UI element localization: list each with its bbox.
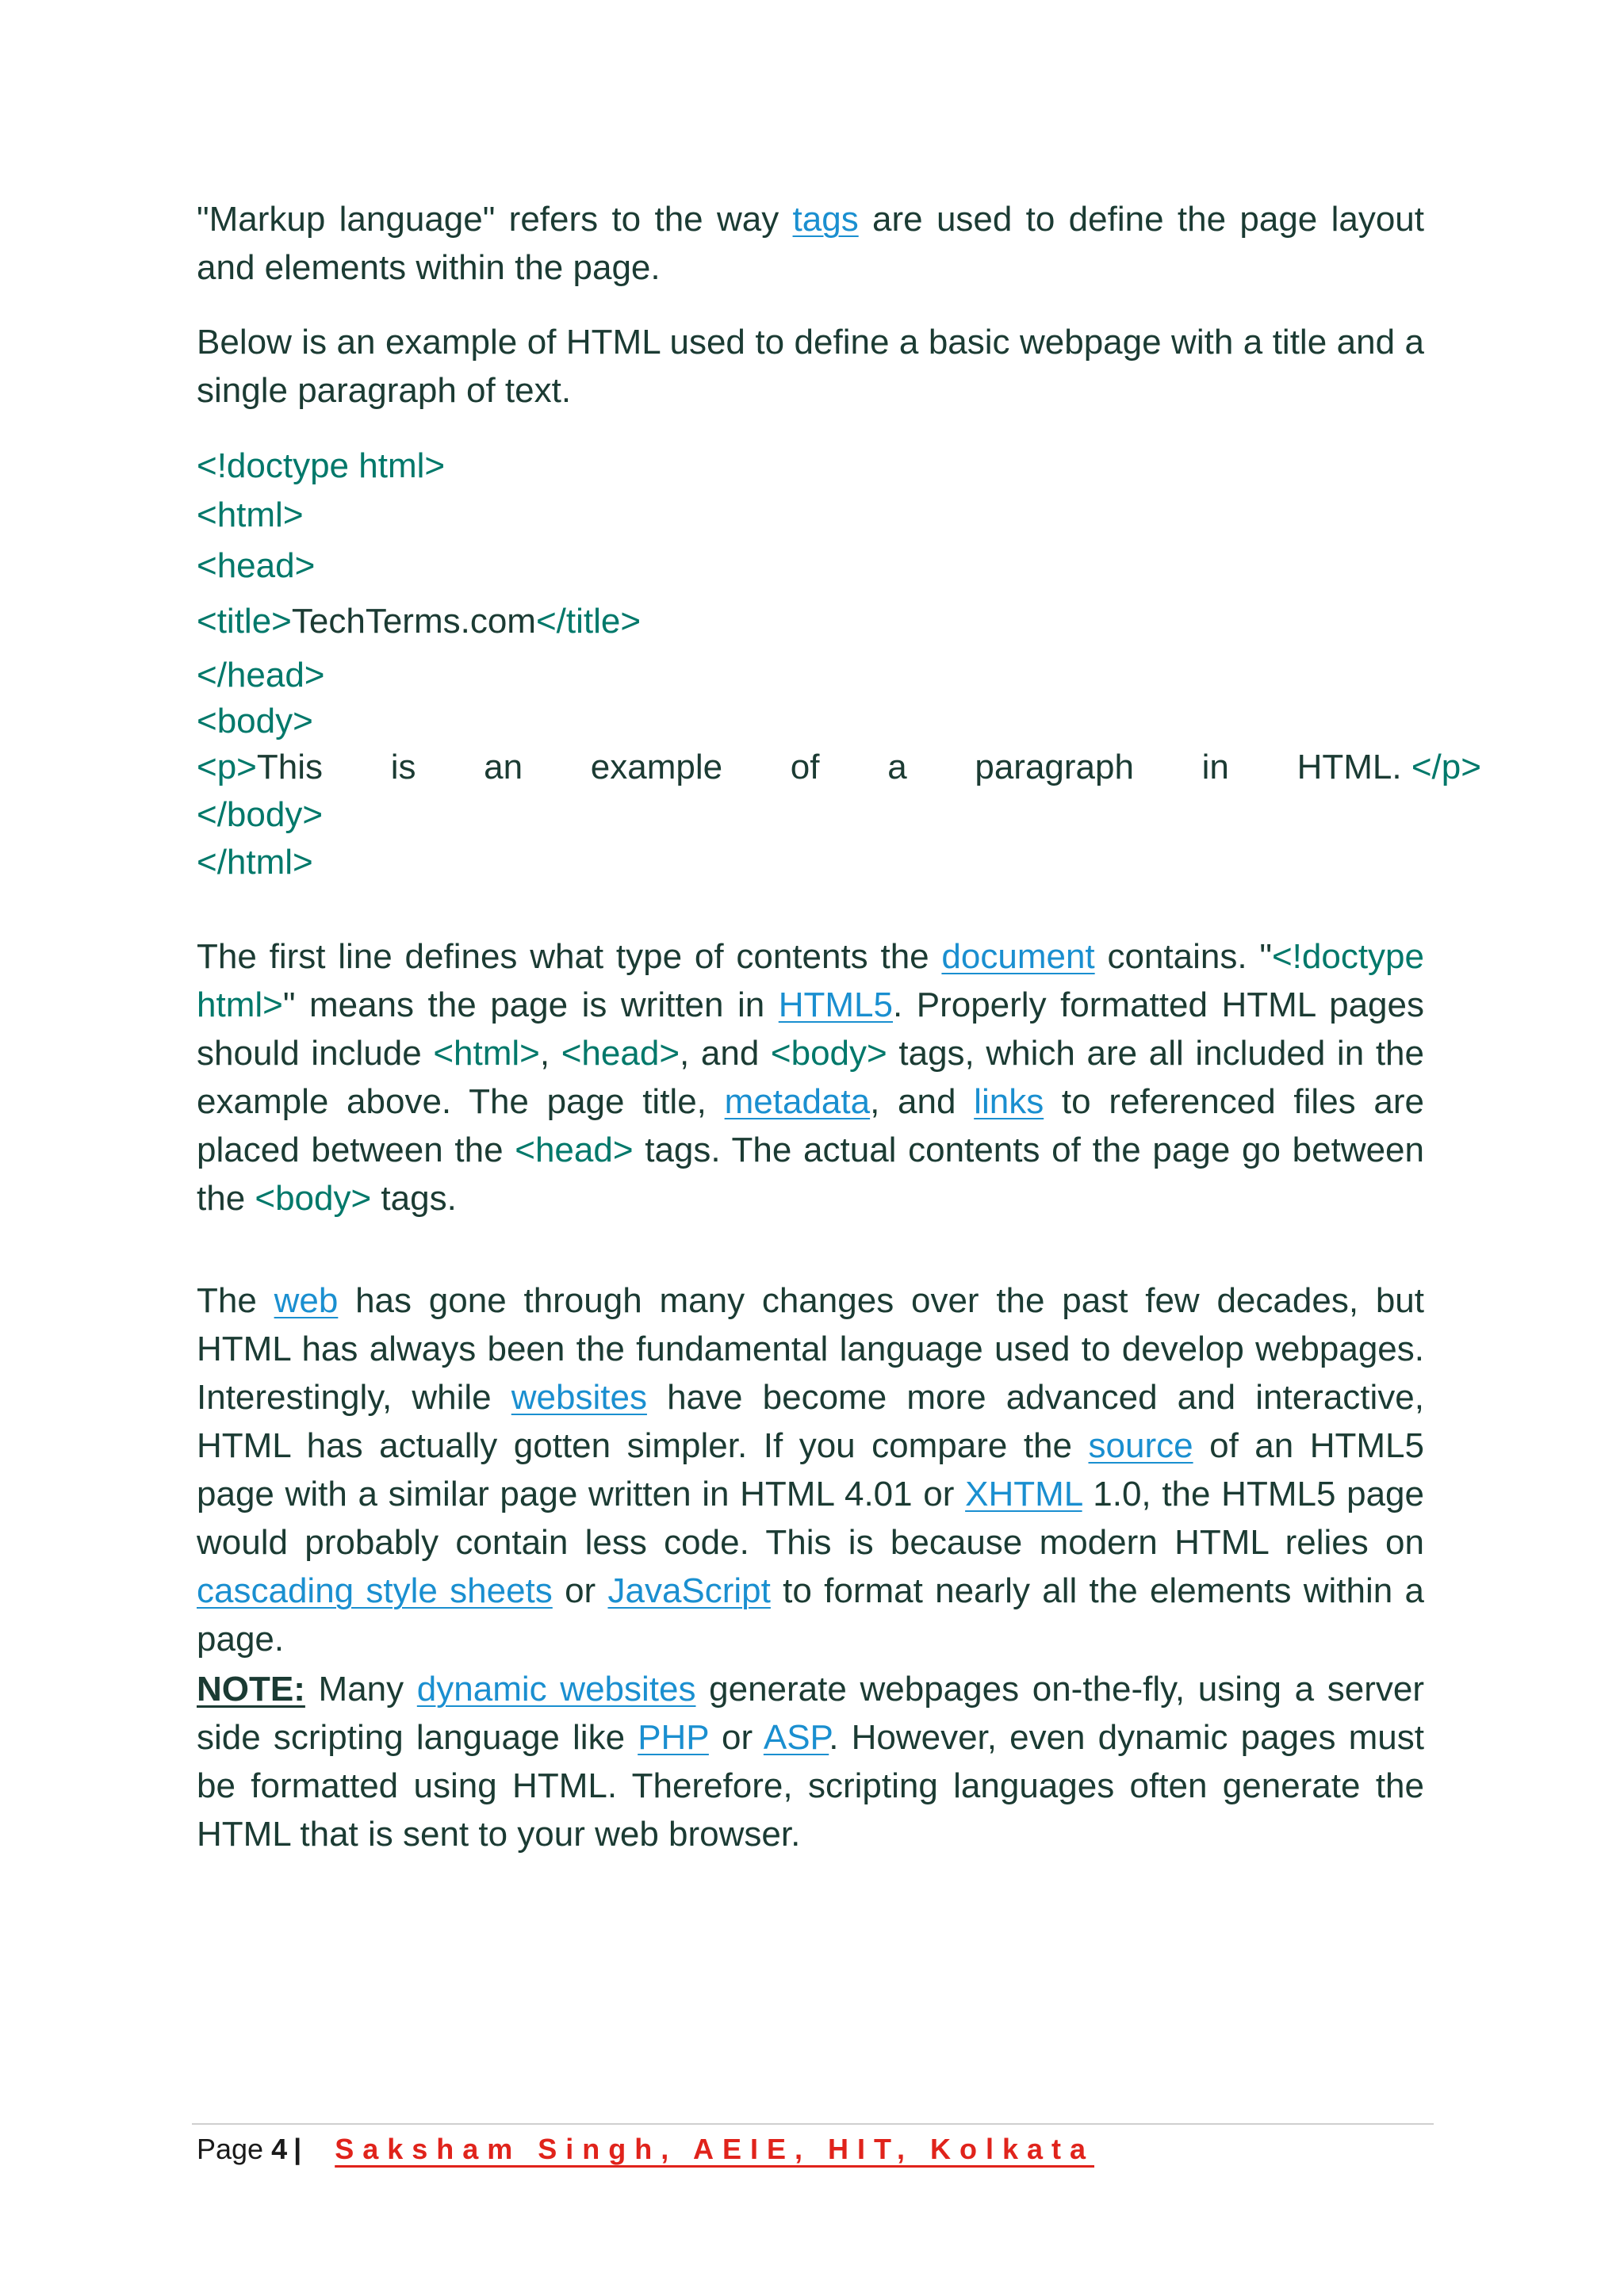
code-p-word-3: example: [590, 748, 723, 786]
page-number: 4: [271, 2133, 288, 2165]
history-paragraph: [197, 1276, 1424, 1663]
p2-text: Below is an example of HTML used to define a basic webpage with a title and a single paragraph of text.: [197, 323, 1424, 410]
code-head-open: <head>: [197, 546, 316, 585]
p3-text-a: The first line defines what type of contents the: [197, 937, 942, 976]
author-line: Saksham Singh, AEIE, HIT, Kolkata: [335, 2133, 1095, 2165]
code-doctype: <!doctype html>: [197, 446, 446, 485]
footer-separator: |: [293, 2133, 302, 2165]
code-title-close: </title>: [535, 602, 642, 641]
link-metadata[interactable]: metadata: [724, 1082, 871, 1121]
code-p-close: </p>: [1411, 748, 1481, 786]
p3-text-i: to referenced files are placed between the: [197, 1082, 1424, 1169]
link-web[interactable]: web: [274, 1281, 339, 1320]
code-title-line: [197, 598, 641, 645]
p3-tag-head: <head>: [561, 1034, 680, 1073]
p3-text-j: tags. The actual contents of the page go between the: [197, 1131, 1424, 1218]
p5-text-a: Many: [304, 1670, 417, 1709]
code-html-close: </html>: [197, 843, 313, 882]
p4-text-d: of an HTML5 page with a similar page written in HTML 4.01 or: [197, 1426, 1424, 1513]
code-p-word-0: <p>This: [197, 748, 323, 786]
p5-text-d: . However, even dynamic pages must be formatted using HTML. Therefore, scripting languages often generate the HTML that is sent to your web browser.: [197, 1718, 1424, 1854]
p3-doctype-tag: <!doctype html>: [197, 937, 1424, 1024]
p4-text-f: or: [552, 1571, 608, 1610]
p3-text-d: . Properly formatted HTML pages should include: [197, 985, 1424, 1073]
code-p-word-2: an: [484, 748, 523, 786]
code-title-open: <title>: [197, 602, 292, 641]
p3-text-h: , and: [870, 1082, 975, 1121]
code-p-word-5: a: [887, 748, 907, 786]
link-javascript[interactable]: JavaScript: [607, 1571, 771, 1610]
code-body-close: </body>: [197, 795, 324, 834]
example-intro-paragraph: [197, 318, 1424, 415]
code-p-word-4: of: [790, 748, 820, 786]
link-dynamic-websites[interactable]: dynamic websites: [416, 1670, 696, 1709]
p4-text-g: to format nearly all the elements within a page.: [197, 1571, 1424, 1659]
link-php[interactable]: PHP: [638, 1718, 709, 1757]
p3-text-c: " means the page is written in: [282, 985, 779, 1024]
p3-tag-body: <body>: [770, 1034, 887, 1073]
p3-text-b: contains. ": [1094, 937, 1272, 976]
link-cascading-style-sheets[interactable]: cascading style sheets: [197, 1571, 553, 1610]
p4-text-a: The: [197, 1281, 274, 1320]
link-asp[interactable]: ASP: [763, 1718, 829, 1757]
p5-text-b: generate webpages on-the-fly, using a server side scripting language like: [197, 1670, 1424, 1757]
link-html5[interactable]: HTML5: [778, 985, 893, 1024]
code-head-close: </head>: [197, 656, 325, 695]
code-p-word-1: is: [390, 748, 416, 786]
link-websites[interactable]: websites: [511, 1378, 647, 1417]
p3-text-g: tags, which are all included in the example above. The page title,: [197, 1034, 1424, 1121]
note-label: NOTE:: [197, 1670, 305, 1709]
code-p-word-7: in: [1201, 748, 1229, 786]
p5-text-c: or: [708, 1718, 764, 1757]
code-paragraph-line: [197, 744, 1481, 791]
code-p-open: <p>: [197, 748, 257, 786]
link-xhtml[interactable]: XHTML: [965, 1475, 1082, 1513]
p4-text-b: has gone through many changes over the past few decades, but HTML has always been the fundamental language used to develop webpages. Interestingly, while: [197, 1281, 1424, 1417]
p3-tag-head-2: <head>: [515, 1131, 634, 1169]
intro-paragraph: [197, 195, 1424, 292]
link-links[interactable]: links: [974, 1082, 1044, 1121]
footer-divider: [192, 2123, 1434, 2125]
p3-text-f: , and: [680, 1034, 771, 1073]
page-footer: [197, 2130, 1094, 2169]
link-tags[interactable]: tags: [792, 200, 859, 239]
p1-text-a: "Markup language" refers to the way: [197, 200, 793, 239]
code-html-open: <html>: [197, 496, 304, 534]
code-p-word-6: paragraph: [975, 748, 1134, 786]
code-title-text: TechTerms.com: [291, 602, 536, 641]
p3-tag-html: <html>: [433, 1034, 540, 1073]
p1-text-b: are used to define the page layout and elements within the page.: [197, 200, 1424, 287]
link-source[interactable]: source: [1088, 1426, 1193, 1465]
p4-text-e: 1.0, the HTML5 page would probably contain less code. This is because modern HTML relies on: [197, 1475, 1424, 1562]
p4-text-c: have become more advanced and interactive, HTML has actually gotten simpler. If you compare the: [197, 1378, 1424, 1465]
p3-text-k: tags.: [371, 1179, 457, 1218]
page-label: Page: [197, 2133, 272, 2165]
p3-tag-body-2: <body>: [255, 1179, 372, 1218]
code-body-open: <body>: [197, 702, 313, 740]
p3-text-e: ,: [539, 1034, 561, 1073]
code-p-word-8: HTML. </p>: [1297, 748, 1481, 786]
explanation-paragraph: [197, 932, 1424, 1223]
note-paragraph: [197, 1665, 1424, 1858]
link-document[interactable]: document: [941, 937, 1095, 976]
